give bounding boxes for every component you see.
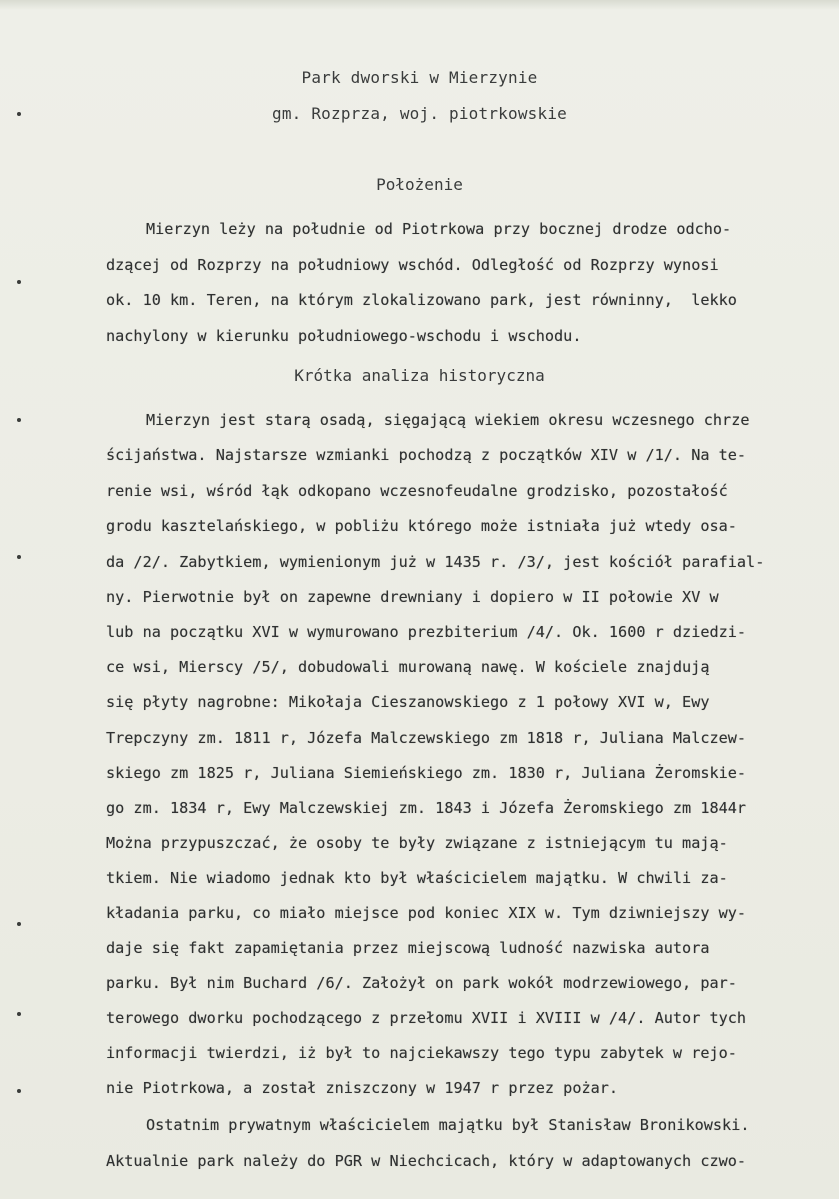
binder-hole-mark xyxy=(17,1089,21,1093)
paragraph-line: informacji twierdzi, iż był to najciekawszy tego typu zabytek w rejo- xyxy=(106,1044,737,1062)
paragraph-line: Ostatnim prywatnym właścicielem majątku był Stanisław Bronikowski. xyxy=(146,1116,750,1134)
paragraph-line: dzącej od Rozprzy na południowy wschód. Odległość od Rozprzy wynosi xyxy=(106,256,719,274)
paragraph-line: Mierzyn leży na południe od Piotrkowa przy bocznej drodze odcho- xyxy=(146,220,732,238)
paragraph-line: ok. 10 km. Teren, na którym zlokalizowano park, jest równinny, lekko xyxy=(106,291,737,309)
paragraph-line: tkiem. Nie wiadomo jednak kto był właścicielem majątku. W chwili za- xyxy=(106,869,728,887)
paragraph-line: skiego zm 1825 r, Juliana Siemieńskiego zm. 1830 r, Juliana Żeromskie- xyxy=(106,764,747,782)
paragraph-line: Trepczyny zm. 1811 r, Józefa Malczewskiego zm 1818 r, Juliana Malczew- xyxy=(106,729,747,747)
paragraph-line: nie Piotrkowa, a został zniszczony w 1947 r przez pożar. xyxy=(106,1079,619,1097)
paragraph-line: ce wsi, Mierscy /5/, dobudowali murowaną nawę. W kościele znajdują xyxy=(106,658,710,676)
paragraph-line: terowego dworku pochodzącego z przełomu XVII i XVIII w /4/. Autor tych xyxy=(106,1009,747,1027)
paragraph-line: go zm. 1834 r, Ewy Malczewskiej zm. 1843 i Józefa Żeromskiego zm 1844r xyxy=(106,799,747,817)
paragraph-line: Aktualnie park należy do PGR w Niechcicach, który w adaptowanych czwo- xyxy=(106,1152,747,1170)
paragraph-line: Można przypuszczać, że osoby te były związane z istniejącym tu mają- xyxy=(106,834,728,852)
paragraph-line: kładania parku, co miało miejsce pod koniec XIX w. Tym dziwniejszy wy- xyxy=(106,904,747,922)
binder-hole-mark xyxy=(17,280,21,284)
document-subtitle: gm. Rozprza, woj. piotrkowskie xyxy=(272,104,567,123)
paragraph-line: nachylony w kierunku południowego-wschodu i wschodu. xyxy=(106,327,582,345)
paragraph-line: da /2/. Zabytkiem, wymienionym już w 1435 r. /3/, jest kościół parafial- xyxy=(106,553,765,571)
paragraph-line: parku. Był nim Buchard /6/. Założył on park wokół modrzewiowego, par- xyxy=(106,974,737,992)
binder-hole-mark xyxy=(17,555,21,559)
binder-hole-mark xyxy=(17,1012,21,1016)
paragraph-line: renie wsi, wśród łąk odkopano wczesnofeudalne grodzisko, pozostałość xyxy=(106,482,728,500)
document-title: Park dworski w Mierzynie xyxy=(301,68,538,87)
section-heading-history: Krótka analiza historyczna xyxy=(294,366,545,385)
paragraph-line: ścijaństwa. Najstarsze wzmianki pochodzą z początków XIV w /1/. Na te- xyxy=(106,446,747,464)
paragraph-line: Mierzyn jest starą osadą, sięgającą wiekiem okresu wczesnego chrze xyxy=(146,411,750,429)
paragraph-line: lub na początku XVI w wymurowano prezbiterium /4/. Ok. 1600 r dziedzi- xyxy=(106,623,747,641)
paragraph-line: grodu kasztelańskiego, w pobliżu którego może istniała już wtedy osa- xyxy=(106,517,737,535)
paragraph-line: daje się fakt zapamiętania przez miejscową ludność nazwiska autora xyxy=(106,939,710,957)
page-top-edge xyxy=(0,0,839,10)
paragraph-line: ny. Pierwotnie był on zapewne drewniany i dopiero w II połowie XV w xyxy=(106,588,719,606)
paragraph-line: się płyty nagrobne: Mikołaja Cieszanowskiego z 1 połowy XVI w, Ewy xyxy=(106,693,710,711)
section-heading-location: Położenie xyxy=(376,175,463,194)
binder-hole-mark xyxy=(17,418,21,422)
binder-hole-mark xyxy=(17,922,21,926)
